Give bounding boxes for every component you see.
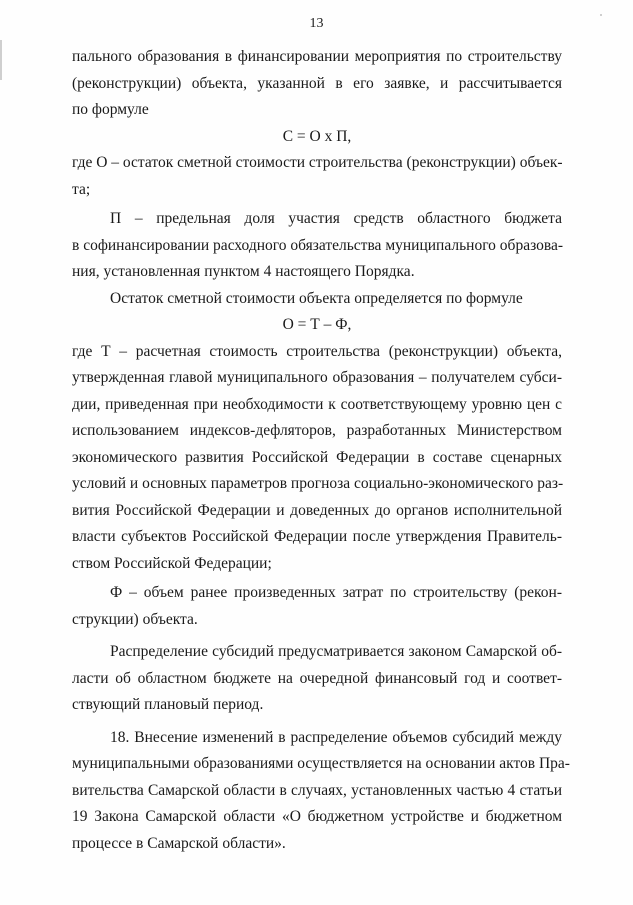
text-line: ния, установленная пунктом 4 настоящего Порядка. — [72, 263, 415, 280]
text-line: вительства Самарской области в случаях, установленных частью 4 статьи — [72, 781, 562, 799]
text-line: использованием индексов-дефляторов, разработанных Министерством — [72, 422, 562, 439]
text-line: процессе в Самарской области». — [72, 834, 286, 852]
text-line: по формуле — [72, 101, 149, 118]
scan-edge-mark — [0, 40, 2, 80]
document-body — [72, 44, 570, 857]
text-line: ласти об областном бюджете на очередной финансовый год и соответ- — [72, 669, 562, 687]
text-line: (реконструкции) объекта, указанной в его заявке, и рассчитывается — [72, 74, 562, 92]
text-line: П – предельная доля участия средств областного бюджета — [110, 210, 562, 227]
text-line: дии, приведенная при необходимости к соответствующему уровню цен с — [72, 395, 562, 413]
text-line: ствующий плановый период. — [72, 696, 264, 713]
text-line: экономического развития Российской Федерации в составе сценарных — [72, 448, 562, 466]
text-line: ством Российской Федерации; — [72, 554, 272, 572]
text-line: власти субъектов Российской Федерации после утверждения Правитель- — [72, 528, 562, 545]
text-line: струкции) объекта. — [72, 610, 198, 628]
text-line: условий и основных параметров прогноза социально-экономического раз- — [72, 475, 564, 492]
text-line: в софинансировании расходного обязательства муниципального образова- — [72, 236, 564, 254]
page-number: 13 — [309, 16, 324, 31]
text-line: вития Российской Федерации и доведенных до органов исполнительной — [72, 501, 562, 519]
formula-c: С = О х П, — [282, 127, 352, 145]
text-line: пального образования в финансировании мероприятия по строительству — [72, 48, 562, 65]
text-line: 19 Закона Самарской области «О бюджетном устройстве и бюджетном — [72, 808, 562, 825]
text-line: муниципальными образованиями осуществляется на основании актов Пра- — [72, 755, 570, 772]
text-line: 18. Внесение изменений в распределение объемов субсидий между — [110, 728, 562, 746]
text-line: утвержденная главой муниципального образования – получателем субси- — [72, 369, 562, 386]
text-line: Остаток сметной стоимости объекта определяется по формуле — [110, 289, 523, 307]
text-line: Ф – объем ранее произведенных затрат по строительству (рекон- — [110, 584, 562, 601]
text-line: Распределение субсидий предусматривается законом Самарской об- — [110, 643, 562, 660]
text-line: где Т – расчетная стоимость строительства (реконструкции) объекта, — [72, 342, 562, 360]
text-line: та; — [72, 180, 91, 198]
text-line: где О – остаток сметной стоимости строительства (реконструкции) объек- — [72, 154, 563, 171]
formula-o: О = Т – Ф, — [282, 316, 352, 333]
